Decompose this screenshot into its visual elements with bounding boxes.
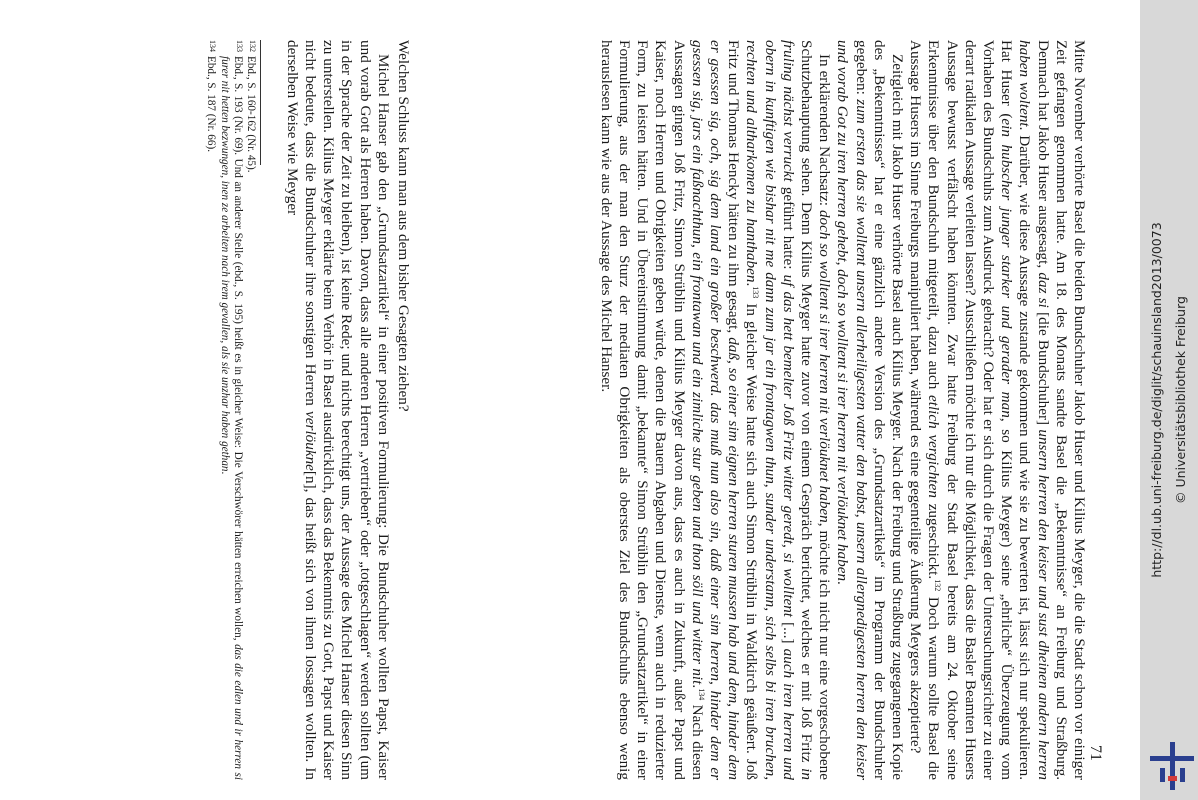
book-page bbox=[100, 40, 1110, 780]
logo-bar-4 bbox=[1180, 768, 1185, 782]
footnotes bbox=[204, 40, 257, 780]
main-text-bottom bbox=[283, 40, 412, 780]
footnote-ref-133: 133 bbox=[751, 286, 761, 299]
footnote-132: 132 Ebd., S. 160-162 (Nr. 45). bbox=[245, 40, 257, 173]
paragraph-2: Zeitgleich mit Jakob Huser verhörte Basel auch Kilius Meyger. Nach der Freiburg und Straßburg zugegangenen Kopie des „Bekenntnisses“ hat er eine gänzlich andere Version des „Grundsatzartikels“ im Programm der Bundschuher gegeben: zum ersten das sie wolltent unsern allerheiligesten vatter den babst, unsern allergnedigesten herren den keiser und vorab Got zu iren herren gehebt, doch so wolltent si irer herren nit verlöuknet haben. bbox=[834, 40, 906, 780]
logo-mark bbox=[1150, 742, 1194, 790]
source-url[interactable]: http://dl.ub.uni-freiburg.de/diglit/schauinsland2013/0073 bbox=[1149, 222, 1164, 578]
paragraph-3: In erklärenden Nachsatz: doch so wolltent si irer herren nit verlöuknet haben, möchte ich nicht nur eine vorgeschobene Schutzbehauptung sehen. Denn Kilius Meyger hatte zuvor von einem Gespräch berichtet, welches er mit Joß Fritz in fruling nächst verruckt geführt hatte: uf das hett bemelter Joß Fritz witter geredt, si wolltent [...] auch iren herren und obern in kunftigen wie bishar nit me dann zum jar ein frontagwen thun, sunder understann, sich selbs bi iren bruchen, rechten und altharkomen zu hanthaben.$^{133}$ In gleicher Weise hatte sich auch Simon Strüblin in Waldkirch geäußert. Joß Fritz und Thomas Hencky hätten zu ihm gesagt, daß, so einer sim eignen herren sturen mussen hab und dem, hinder dem er gsessen sig, och, sig dem land ein großer beschwerd. das muß nun also sin, daß einer sim herren, hinder dem er gsessen sig, jars ein faßnachthun, ein frontawan und ein zimliche stur geben und thon söll und witter nit.$^{134}$ Nach diesen Aussagen gingen Joß Fritz, Simon Strüblin und Kilius Meyger davon aus, dass es auch in Zukunft, außer Papst und Kaiser, noch Herren und Obrigkeiten geben würde, denen die Bauern Abgaben und Dienste, wenn auch in reduzierter Form, zu leisten hätten. Und in Übereinstimmung damit „bekannte“ Simon Strüblin den „Grundsatzartikel“ in einer Formulierung, aus der man den Sturz der mediaten Obrigkeiten als oberstes Ziel des Bundschuhs ebenso wenig herauslesen kann wie aus der Aussage des Michel Hanser. bbox=[597, 40, 834, 781]
footnote-rule bbox=[260, 40, 261, 165]
logo-bar-1 bbox=[1170, 742, 1175, 790]
section-question: Welchen Schluss kann man aus dem bisher Gesagten ziehen? bbox=[395, 40, 412, 412]
main-text-top bbox=[597, 40, 1088, 780]
footnote-134: 134 Ebd., S. 187 (Nr. 66). bbox=[205, 40, 218, 153]
logo-accent bbox=[1168, 776, 1177, 781]
logo-bar-3 bbox=[1160, 768, 1165, 782]
paragraph-1: Mitte November verhörte Basel die beiden Bundschuher Jakob Huser und Kilius Meyger, die die Stadt schon vor einiger Zeit gefangen genommen hatte. Am 18. des Monats sandte Basel die „Bekenntnisse“ an Freiburg und Straßburg. Demnach hat Jakob Huser ausgesagt, daz si [die Bundschuher] unsern herren den keiser und sust dheinen andern herren haben woltent. Darüber, wie diese Aussage zustande gekommen und wie sie zu bewerten ist, lässt sich nur spekulieren. Hat Huser (ein hubscher junger starker und gerader man, so Kilius Meyger) seine „ehrliche“ Überzeugung vom Vorhaben des Bundschuhs zum Ausdruck gebracht? Oder hat er sich durch die Fragen der Untersuchungsrichter zu einer derart radikalen Aussage verleiten lassen? Ausschließen möchte ich nur die Möglichkeit, dass die Basler Beamten Husers Aussage bewusst verfälscht haben könnten. Zwar hatte Freiburg der Stadt Basel bereits am 24. Oktober seine Erkenntnisse über den Bundschuh mitgeteilt, dazu auch etlich vergichten zugeschickt.$^{132}$ Doch warum sollte Basel die Aussage Husers im Sinne Freiburgs manipuliert haben, während es eine gegenteilige Äußerung Meygers akzeptierte? bbox=[907, 40, 1088, 781]
footnote-133: 133 Ebd., S. 193 (Nr. 69). Und an anderer Stelle (ebd., S. 195) heißt es in gleicher Weise: Die Verschwörer hätten erreichen wollen, das die edlen und ir herren si furer nit hetten bezwungen, inen ze arbeiten nach irem gevallen, als sie unzhar haben gethan. bbox=[218, 40, 244, 780]
copyright-notice: © Universitätsbibliothek Freiburg bbox=[1173, 296, 1188, 504]
paragraph-4: Michel Hanser gab den „Grundsatzartikel“ in einer positiven Formulierung: Die Bundschuher wollten Papst, Kaiser und vorab Gott als Herren haben. Davon, dass alle anderen Herren „vertrieben“ oder „totgeschlagen“ werden sollten (um in der Sprache der Zeit zu bleiben), ist keine Rede; und nichts berechtigt uns, der Aussage des Michel Hanser diesen Sinn zu unterstellen. Kilius Meyger erklärte beim Verhör in Basel ausdrücklich, dass das Bekenntnis zu Gott, Papst und Kaiser nicht bedeute, dass die Bundschuher ihre sonstigen Herren verlöukne[n], das heißt sich von ihnen lossagen wollten. In derselben Weise wie Meyger bbox=[283, 40, 392, 780]
page-number: 71 bbox=[1087, 745, 1104, 761]
footnote-ref-134: 134 bbox=[696, 688, 706, 701]
footnote-ref-132: 132 bbox=[933, 579, 943, 592]
logo-bar-2 bbox=[1150, 756, 1194, 761]
ub-freiburg-logo-icon bbox=[1150, 742, 1194, 790]
